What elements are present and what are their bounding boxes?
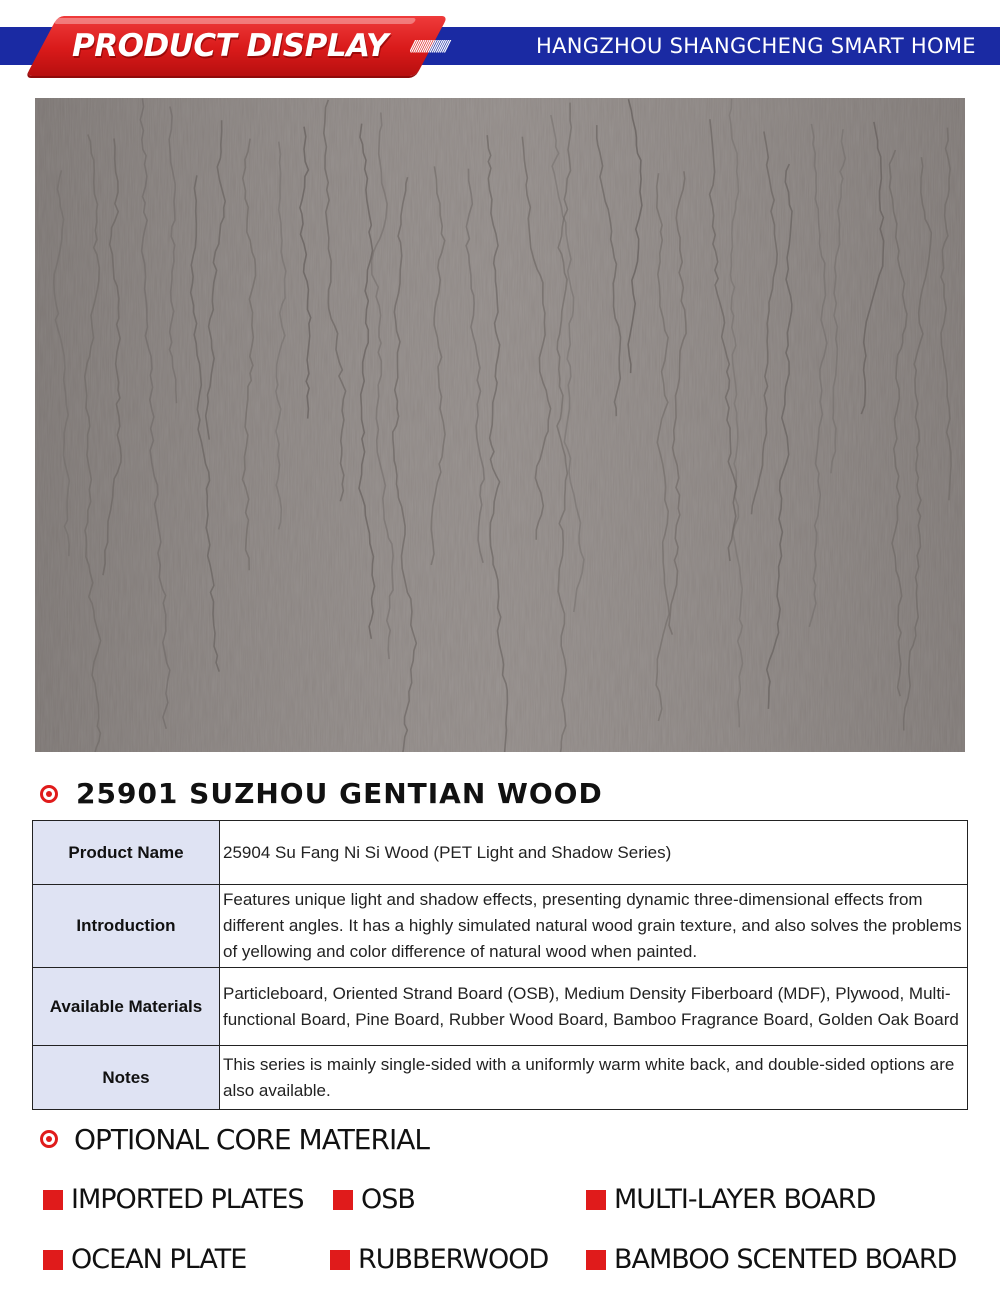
- red-square-icon: [330, 1250, 350, 1270]
- core-material-label: BAMBOO SCENTED BOARD: [614, 1244, 957, 1275]
- header-stripes-decoration: //////////////////: [410, 38, 447, 54]
- table-row: [33, 968, 968, 1046]
- table-row: [33, 1046, 968, 1110]
- spec-value: Features unique light and shadow effects, presenting dynamic three-dimensional effects from different angles. It has a highly simulated natural wood grain texture, and also solves the problems of yellowing and color difference of natural wood when painted.: [220, 885, 968, 968]
- red-square-icon: [586, 1250, 606, 1270]
- spec-value: Particleboard, Oriented Strand Board (OSB), Medium Density Fiberboard (MDF), Plywood, Multi-functional Board, Pine Board, Rubber Wood Board, Bamboo Fragrance Board, Golden Oak Board: [220, 968, 968, 1046]
- product-wood-texture-image: [35, 98, 965, 752]
- spec-label: Product Name: [33, 821, 220, 885]
- spec-table: [32, 820, 968, 1110]
- header-title: PRODUCT DISPLAY: [72, 28, 388, 64]
- product-title: 25901 SUZHOU GENTIAN WOOD: [76, 777, 603, 810]
- red-square-icon: [43, 1250, 63, 1270]
- section-bullet-icon: [40, 1130, 58, 1148]
- table-row: [33, 885, 968, 968]
- core-material-label: IMPORTED PLATES: [71, 1184, 304, 1215]
- core-material-label: RUBBERWOOD: [358, 1244, 549, 1275]
- core-material-label: OSB: [361, 1184, 415, 1215]
- section-bullet-icon: [40, 785, 58, 803]
- core-material-label: OCEAN PLATE: [71, 1244, 247, 1275]
- spec-value: 25904 Su Fang Ni Si Wood (PET Light and Shadow Series): [220, 821, 968, 885]
- red-square-icon: [586, 1190, 606, 1210]
- company-name: HANGZHOU SHANGCHENG SMART HOME: [536, 34, 976, 58]
- core-material-label: MULTI-LAYER BOARD: [614, 1184, 876, 1215]
- spec-label: Available Materials: [33, 968, 220, 1046]
- spec-label: Notes: [33, 1046, 220, 1110]
- page-header: [0, 0, 1000, 80]
- spec-value: This series is mainly single-sided with a uniformly warm white back, and double-sided options are also available.: [220, 1046, 968, 1110]
- spec-label: Introduction: [33, 885, 220, 968]
- core-material-title: OPTIONAL CORE MATERIAL: [74, 1123, 429, 1156]
- table-row: [33, 821, 968, 885]
- red-square-icon: [43, 1190, 63, 1210]
- red-square-icon: [333, 1190, 353, 1210]
